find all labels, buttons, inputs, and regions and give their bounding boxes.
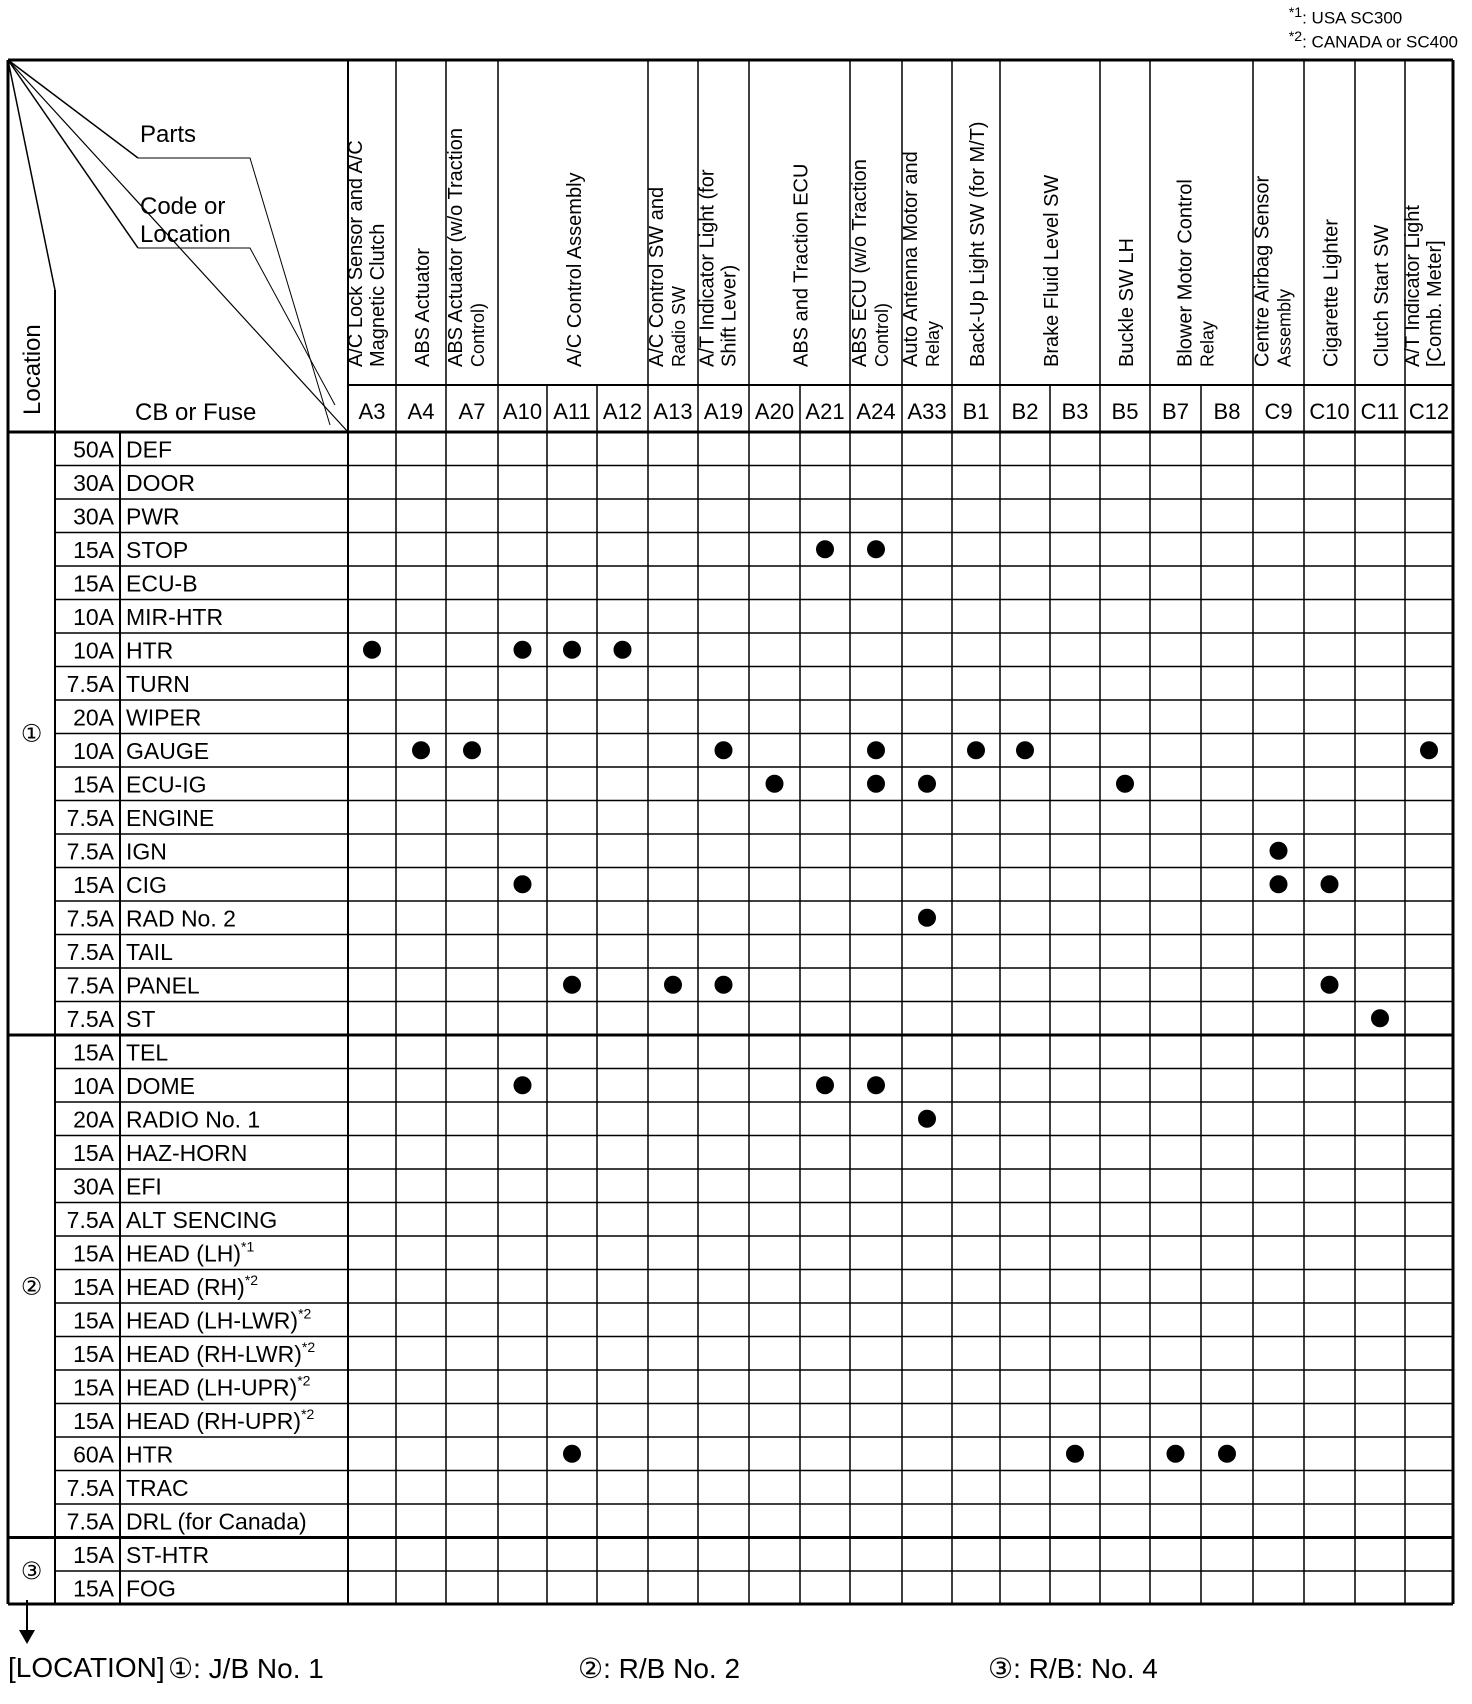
fuse-name	[126, 571, 198, 597]
fuse-name	[126, 772, 207, 798]
code-label: A12	[602, 399, 643, 424]
fuse-name-text: ST-HTR	[126, 1542, 210, 1568]
connection-dot	[967, 741, 985, 759]
code-label: C9	[1264, 399, 1293, 424]
fuse-name	[126, 705, 201, 731]
fuse-name	[126, 1073, 195, 1099]
fuse-name	[126, 470, 195, 496]
fuse-name	[126, 1406, 315, 1434]
footnote-mark: *2	[1288, 28, 1303, 45]
connection-dot	[664, 976, 682, 994]
connection-dot	[1371, 1009, 1389, 1027]
connection-dot	[816, 540, 834, 558]
fuse-name-mark: *2	[301, 1406, 315, 1422]
part-name-label: ABS ECU (w/o Traction	[849, 159, 871, 367]
connection-dot	[918, 1110, 936, 1128]
part-name-label: Back-Up Light SW (for M/T)	[967, 121, 989, 367]
part-name-label: A/C Control Assembly	[564, 172, 586, 367]
fuse-name	[126, 1339, 315, 1367]
part-name-label: Centre Airbag Sensor	[1251, 175, 1274, 367]
code-label: B2	[1011, 399, 1039, 424]
fuse-amperage: 20A	[73, 704, 114, 731]
fuse-name-text: ENGINE	[126, 805, 215, 831]
fuse-name-text: RADIO No. 1	[126, 1106, 261, 1133]
fuse-name	[126, 939, 173, 965]
fuse-name	[126, 537, 188, 563]
fuse-amperage: 15A	[73, 1408, 114, 1434]
corner-parts-label: Parts	[140, 121, 197, 148]
fuse-name	[126, 671, 190, 697]
fuse-name	[126, 504, 180, 530]
fuse-name-text: HEAD (RH-LWR)	[126, 1341, 302, 1367]
fuse-name	[126, 1140, 247, 1166]
location-legend	[8, 1648, 1468, 1692]
footnote-mark: *1	[1288, 5, 1303, 21]
code-label: B1	[962, 399, 990, 424]
fuse-name	[126, 973, 200, 999]
fuse-name-text: TEL	[126, 1039, 169, 1066]
fuse-name-text: WIPER	[126, 704, 202, 731]
connection-dot	[1420, 741, 1438, 759]
fuse-amperage: 7.5A	[66, 1508, 114, 1535]
fuse-name	[126, 1306, 312, 1334]
part-name-label: Relay	[1197, 320, 1218, 367]
fuse-name	[126, 1442, 173, 1468]
fuse-amperage: 7.5A	[66, 838, 114, 865]
fuse-name-text: HEAD (RH)	[126, 1274, 245, 1300]
connection-dot	[867, 1076, 885, 1094]
fuse-amperage: 15A	[73, 1140, 114, 1166]
part-name-label: Control)	[872, 302, 892, 367]
fuse-amperage: 10A	[73, 637, 114, 664]
location-column-header: Location	[19, 324, 46, 415]
fuse-amperage: 15A	[73, 1274, 114, 1300]
fuse-name	[126, 1373, 311, 1401]
connection-dot	[563, 641, 581, 659]
fuse-name-mark: *2	[298, 1305, 312, 1322]
fuse-name	[126, 1272, 258, 1300]
code-label: A13	[653, 399, 693, 424]
part-name-label: A/T Indicator Light	[1402, 205, 1424, 367]
fuse-name	[126, 738, 209, 764]
connection-dot	[514, 875, 532, 893]
connection-dot	[1116, 775, 1134, 793]
fuse-name-text: TURN	[126, 671, 190, 697]
fuse-amperage: 7.5A	[66, 972, 114, 999]
code-label: C10	[1309, 399, 1350, 424]
fuse-name	[126, 839, 167, 865]
connection-dot	[514, 1076, 532, 1094]
fuse-name-text: PWR	[126, 503, 180, 530]
connection-dot	[1321, 875, 1339, 893]
part-name-label: Cigarette Lighter	[1320, 219, 1343, 367]
footnote-text: : CANADA or SC400	[1302, 32, 1458, 52]
fuse-name-text: DOOR	[126, 470, 195, 496]
fuse-name	[126, 805, 214, 831]
fuse-amperage: 60A	[73, 1441, 114, 1468]
part-name-label: A/T Indicator Light (for	[696, 169, 719, 367]
part-name-label: Shift Lever)	[718, 264, 741, 367]
code-label: C12	[1408, 399, 1450, 424]
fuse-amperage: 50A	[73, 436, 114, 463]
connection-dot	[766, 775, 784, 793]
fuse-amperage: 15A	[73, 1542, 114, 1568]
connection-dot	[715, 976, 733, 994]
connection-dot	[1016, 741, 1034, 759]
connection-dot	[363, 641, 381, 659]
corner-cb-fuse-label: CB or Fuse	[135, 399, 257, 426]
fuse-name-text: PANEL	[126, 972, 200, 999]
legend-prefix: [LOCATION]	[8, 1652, 165, 1683]
fuse-name	[126, 1107, 260, 1133]
part-name-label: Control)	[468, 302, 488, 367]
code-label: A11	[553, 399, 591, 424]
fuse-amperage: 15A	[73, 1307, 114, 1334]
part-name-label: Blower Motor Control	[1174, 179, 1197, 367]
code-label: A4	[407, 399, 435, 424]
connection-dot	[1167, 1445, 1185, 1463]
fuse-rows	[21, 437, 316, 1602]
fuse-name-text: CIG	[126, 872, 167, 898]
part-name-label: A/C Control SW and	[646, 186, 668, 367]
connection-dot	[1270, 842, 1288, 860]
connection-dot	[463, 741, 481, 759]
code-label: A7	[458, 399, 486, 424]
fuse-amperage: 15A	[73, 771, 114, 798]
fuse-amperage: 7.5A	[66, 1006, 114, 1032]
location-group-label: ③	[20, 1558, 43, 1585]
location-group-label: ①	[20, 720, 43, 748]
fuse-name-text: ALT SENCING	[126, 1207, 278, 1233]
fuse-amperage: 30A	[73, 470, 114, 496]
fuse-name	[126, 1040, 168, 1066]
fuse-name-text: DEF	[126, 436, 172, 463]
legend-item-rb4: ③: R/B: No. 4	[988, 1653, 1158, 1684]
fuse-name-text: TAIL	[126, 939, 173, 965]
connection-dot	[1218, 1445, 1236, 1463]
fuse-amperage: 30A	[73, 503, 114, 530]
fuse-name	[126, 1174, 162, 1200]
fuse-name-text: TRAC	[126, 1475, 189, 1501]
code-label: C11	[1360, 399, 1400, 424]
part-name-label: Brake Fluid Level SW	[1041, 174, 1063, 367]
fuse-name-mark: *2	[244, 1272, 259, 1288]
fuse-amperage: 10A	[73, 1073, 114, 1099]
fuse-name-text: DOME	[126, 1073, 195, 1099]
part-name-label: ABS Actuator	[412, 248, 434, 367]
part-name-label: Assembly	[1274, 288, 1295, 367]
part-name-label: Magnetic Clutch	[367, 223, 389, 367]
corner-location-label: Location	[140, 221, 231, 248]
fuse-name	[126, 1509, 307, 1535]
fuse-name-text: DRL (for Canada)	[126, 1508, 307, 1535]
fuse-name	[126, 1542, 209, 1568]
code-label: A3	[358, 399, 386, 424]
code-row	[359, 399, 1450, 424]
fuse-name-text: RAD No. 2	[126, 905, 236, 932]
fuse-name-mark: *2	[301, 1339, 316, 1355]
connection-dot	[1270, 875, 1288, 893]
part-name-label: Buckle SW LH	[1116, 238, 1138, 367]
fuse-name	[126, 1475, 189, 1501]
fuse-name-text: ST	[126, 1006, 156, 1032]
fuse-name-text: HEAD (LH)	[126, 1240, 242, 1267]
connection-dot	[563, 1445, 581, 1463]
fuse-name-text: IGN	[126, 838, 167, 865]
part-name-label: Radio SW	[669, 285, 689, 367]
fuse-amperage: 15A	[73, 872, 114, 898]
fuse-name-text: HTR	[126, 637, 174, 664]
code-label: A19	[703, 399, 744, 424]
connection-dot	[918, 909, 936, 927]
part-name-label: Auto Antenna Motor and	[900, 151, 922, 367]
fuse-name-mark: *1	[241, 1238, 255, 1255]
code-label: B3	[1061, 399, 1089, 424]
code-label: A21	[805, 399, 845, 424]
connection-dot	[816, 1076, 834, 1094]
part-name-label: [Comb. Meter]	[1424, 240, 1446, 367]
fuse-name	[126, 604, 223, 630]
connection-dot	[918, 775, 936, 793]
fuse-amperage: 7.5A	[66, 1207, 114, 1233]
connection-dot	[867, 741, 885, 759]
legend-item-rb2: ②: R/B No. 2	[578, 1653, 741, 1684]
corner-code-label: Code or	[140, 193, 226, 220]
part-name-label: Relay	[923, 320, 943, 367]
fuse-name	[126, 872, 167, 898]
fuse-amperage: 7.5A	[66, 905, 114, 932]
part-headers	[345, 121, 1446, 367]
fuse-name-text: HEAD (RH-UPR)	[126, 1408, 302, 1434]
part-name-label: ABS Actuator (w/o Traction	[445, 128, 467, 367]
fuse-amperage: 15A	[73, 1341, 114, 1367]
connection-dot	[614, 641, 632, 659]
code-label: A10	[502, 399, 543, 424]
fuse-amperage: 15A	[73, 1039, 114, 1066]
fuse-name-text: ECU-IG	[126, 771, 207, 798]
fuse-name-text: GAUGE	[126, 738, 210, 764]
code-label: A24	[856, 399, 896, 424]
location-group-label: ②	[20, 1273, 43, 1301]
connection-dot	[514, 641, 532, 659]
connection-dot	[867, 540, 885, 558]
fuse-name	[126, 1207, 277, 1233]
part-name-label: ABS and Traction ECU	[790, 163, 813, 367]
fuse-name-text: MIR-HTR	[126, 604, 224, 630]
fuse-amperage: 15A	[73, 1374, 114, 1401]
fuse-amperage: 15A	[73, 1575, 114, 1602]
fuse-name-text: ECU-B	[126, 570, 198, 597]
fuse-name-mark: *2	[297, 1372, 311, 1389]
footnote-text: : USA SC300	[1302, 8, 1403, 28]
connection-dot	[412, 741, 430, 759]
fuse-name	[126, 1576, 176, 1602]
fuse-amperage: 10A	[73, 604, 114, 630]
down-arrow-icon	[16, 1600, 38, 1646]
legend-item-jb1: ①: J/B No. 1	[168, 1653, 324, 1684]
fuse-name-text: STOP	[126, 537, 189, 563]
fuse-name-text: EFI	[126, 1173, 162, 1200]
fuse-amperage: 15A	[73, 537, 114, 563]
fuse-amperage: 10A	[73, 738, 114, 764]
fuse-name-text: HEAD (LH-UPR)	[126, 1374, 298, 1401]
fuse-name	[126, 906, 236, 932]
fuse-name-text: HAZ-HORN	[126, 1140, 248, 1166]
fuse-amperage: 15A	[73, 1240, 114, 1267]
fuse-amperage: 7.5A	[66, 1475, 114, 1501]
fuse-name-text: HEAD (LH-LWR)	[126, 1307, 299, 1334]
connection-dot	[867, 775, 885, 793]
fuse-amperage: 7.5A	[66, 805, 114, 831]
code-label: A20	[754, 399, 795, 424]
fuse-amperage: 30A	[73, 1173, 114, 1200]
corner-diagonal	[8, 60, 138, 158]
fuse-name	[126, 638, 173, 664]
code-label: B5	[1111, 399, 1139, 424]
connection-dot	[563, 976, 581, 994]
code-label: B7	[1162, 399, 1189, 424]
fuse-amperage: 7.5A	[66, 671, 114, 697]
fuse-amperage: 7.5A	[66, 939, 114, 965]
connection-dot	[1321, 976, 1339, 994]
code-label: B8	[1213, 399, 1241, 424]
code-label: A33	[907, 399, 947, 424]
part-name-label: Clutch Start SW	[1371, 224, 1393, 367]
connection-dot	[1066, 1445, 1084, 1463]
fuse-name	[126, 1239, 254, 1267]
connection-dot	[715, 741, 733, 759]
fuse-name-text: HTR	[126, 1441, 174, 1468]
part-name-label: A/C Lock Sensor and A/C	[345, 140, 367, 367]
fuse-name	[126, 437, 172, 463]
code-leader-line	[138, 248, 335, 405]
fuse-amperage: 15A	[73, 570, 114, 597]
fuse-amperage: 20A	[73, 1106, 114, 1133]
fuse-name	[126, 1006, 155, 1032]
fuse-name-text: FOG	[126, 1575, 176, 1602]
